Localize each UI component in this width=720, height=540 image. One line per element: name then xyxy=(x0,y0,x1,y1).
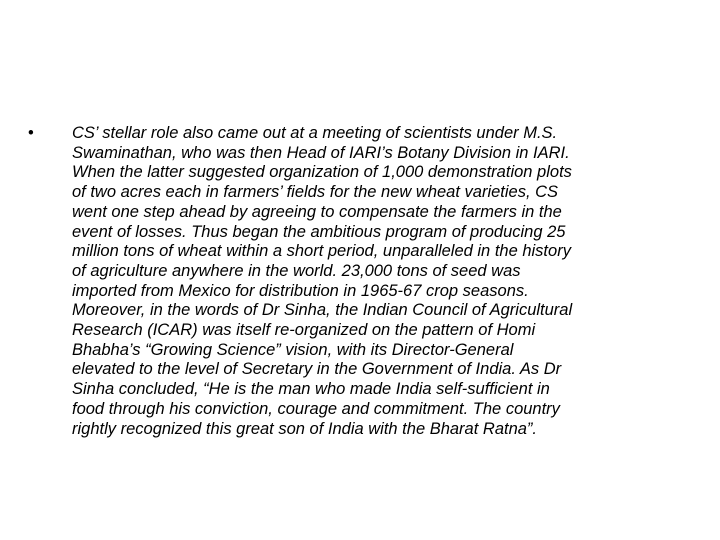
paragraph-line: food through his conviction, courage and commitment. The country xyxy=(72,399,560,418)
paragraph-line: When the latter suggested organization of 1,000 demonstration plots xyxy=(72,163,572,182)
paragraph-line: rightly recognized this great son of India with the Bharat Ratna”. xyxy=(72,419,538,438)
paragraph-line: Research (ICAR) was itself re-organized on the pattern of Homi xyxy=(72,321,536,340)
paragraph-line: of two acres each in farmers’ fields for the new wheat varieties, CS xyxy=(72,183,559,202)
bullet-paragraph xyxy=(72,124,696,439)
paragraph-line: million tons of wheat within a short period, unparalleled in the history xyxy=(72,242,571,261)
bullet-item xyxy=(28,124,696,439)
paragraph-line: Moreover, in the words of Dr Sinha, the Indian Council of Agricultural xyxy=(72,301,573,320)
paragraph-line: imported from Mexico for distribution in 1965-67 crop seasons. xyxy=(72,281,529,300)
paragraph-line: Sinha concluded, “He is the man who made India self-sufficient in xyxy=(72,380,550,399)
paragraph-line: elevated to the level of Secretary in the Government of India. As Dr xyxy=(72,360,562,379)
paragraph-line: went one step ahead by agreeing to compensate the farmers in the xyxy=(72,202,562,221)
paragraph-line: event of losses. Thus began the ambitious program of producing 25 xyxy=(72,222,566,241)
bullet-icon: • xyxy=(28,124,34,142)
paragraph-line: CS’ stellar role also came out at a meeting of scientists under M.S. xyxy=(72,124,558,142)
paragraph-line: Bhabha’s “Growing Science” vision, with its Director-General xyxy=(72,340,514,359)
paragraph-line: of agriculture anywhere in the world. 23,000 tons of seed was xyxy=(72,261,521,280)
paragraph-line: Swaminathan, who was then Head of IARI’s Botany Division in IARI. xyxy=(72,143,570,162)
